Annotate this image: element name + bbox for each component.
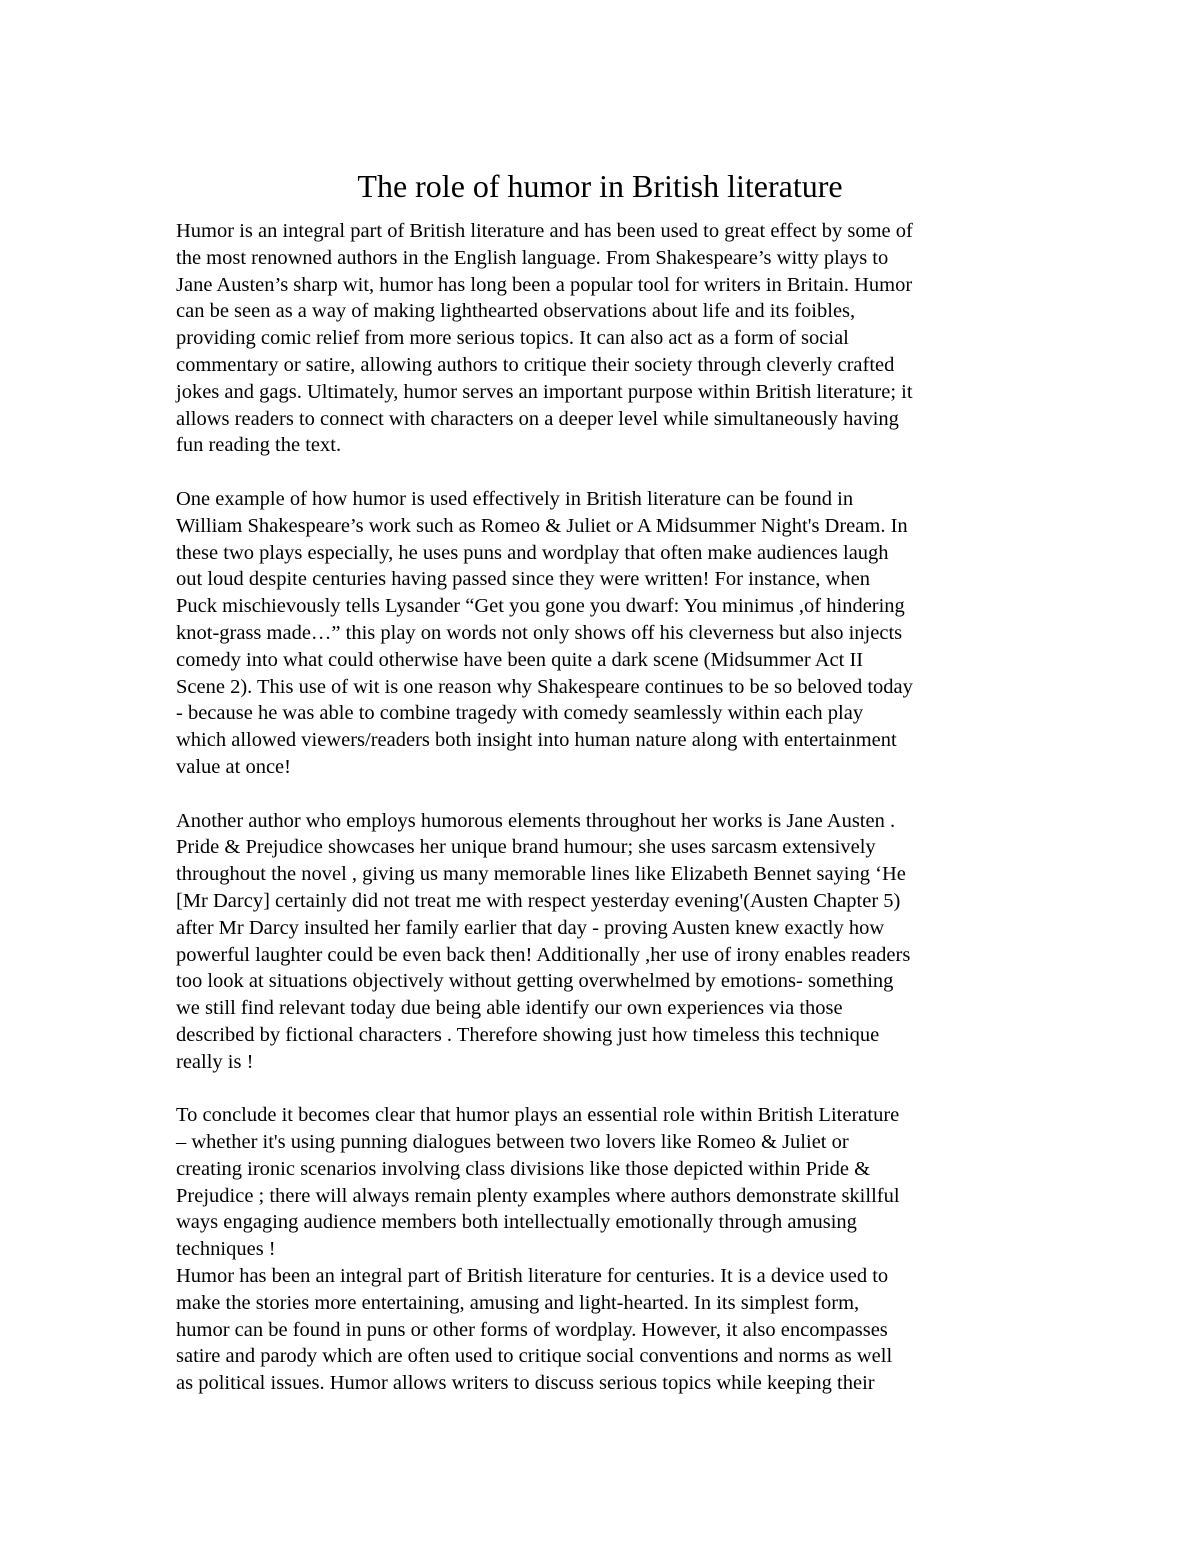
document-body [176, 218, 1036, 1397]
text-line: too look at situations objectively without getting overwhelmed by emotions- something [176, 970, 894, 993]
text-line: make the stories more entertaining, amusing and light-hearted. In its simplest form, [176, 1291, 860, 1314]
document-title: The role of humor in British literature [357, 168, 843, 204]
text-line: powerful laughter could be even back then! Additionally ,her use of irony enables readers [176, 943, 911, 966]
text-line: really is ! [176, 1050, 254, 1073]
text-line: Scene 2). This use of wit is one reason why Shakespeare continues to be so beloved today [176, 675, 913, 698]
text-line: as political issues. Humor allows writers to discuss serious topics while keeping their [176, 1372, 875, 1395]
body-paragraph [176, 808, 1036, 1076]
text-line: providing comic relief from more serious topics. It can also act as a form of social [176, 327, 849, 350]
text-line: knot-grass made…” this play on words not only shows off his cleverness but also injects [176, 621, 903, 644]
text-line: comedy into what could otherwise have been quite a dark scene (Midsummer Act II [176, 648, 864, 671]
text-line: Jane Austen’s sharp wit, humor has long been a popular tool for writers in Britain. Humor [176, 273, 913, 296]
text-line: Another author who employs humorous elements throughout her works is Jane Austen . [176, 809, 896, 832]
text-line: techniques ! [176, 1238, 276, 1261]
text-line: value at once! [176, 755, 291, 778]
text-line: One example of how humor is used effectively in British literature can be found in [176, 487, 854, 510]
text-line: can be seen as a way of making lighthearted observations about life and its foibles, [176, 300, 856, 323]
body-paragraph [176, 1102, 1036, 1397]
text-line: – whether it's using punning dialogues between two lovers like Romeo & Juliet or [176, 1131, 849, 1154]
text-line: after Mr Darcy insulted her family earlier that day - proving Austen knew exactly how [176, 916, 885, 939]
text-line: out loud despite centuries having passed since they were written! For instance, when [176, 568, 870, 591]
text-line: allows readers to connect with characters on a deeper level while simultaneously having [176, 407, 899, 430]
text-line: we still find relevant today due being able identify our own experiences via those [176, 997, 843, 1020]
text-line: Pride & Prejudice showcases her unique brand humour; she uses sarcasm extensively [176, 836, 876, 859]
text-line: these two plays especially, he uses puns and wordplay that often make audiences laugh [176, 541, 889, 564]
body-paragraph [176, 218, 1036, 459]
text-line: jokes and gags. Ultimately, humor serves an important purpose within British literature; it [176, 380, 913, 403]
text-line: commentary or satire, allowing authors to critique their society through cleverly crafted [176, 353, 895, 376]
paragraph-spacer [176, 1076, 1036, 1103]
text-line: fun reading the text. [176, 434, 342, 457]
text-line: satire and parody which are often used to critique social conventions and norms as well [176, 1345, 893, 1368]
paragraph-spacer [176, 781, 1036, 808]
text-line: To conclude it becomes clear that humor plays an essential role within British Literature [176, 1104, 900, 1127]
text-line: Humor is an integral part of British literature and has been used to great effect by some of [176, 220, 913, 242]
text-line: creating ironic scenarios involving class divisions like those depicted within Pride & [176, 1157, 871, 1180]
text-line: the most renowned authors in the English language. From Shakespeare’s witty plays to [176, 246, 889, 269]
text-line: Humor has been an integral part of British literature for centuries. It is a device used to [176, 1265, 889, 1288]
text-line: [Mr Darcy] certainly did not treat me with respect yesterday evening'(Austen Chapter 5) [176, 889, 901, 912]
text-line: described by fictional characters . Therefore showing just how timeless this technique [176, 1023, 880, 1046]
text-line: - because he was able to combine tragedy with comedy seamlessly within each play [176, 702, 864, 725]
text-line: ways engaging audience members both intellectually emotionally through amusing [176, 1211, 857, 1234]
text-line: which allowed viewers/readers both insight into human nature along with entertainment [176, 729, 897, 752]
text-line: Prejudice ; there will always remain plenty examples where authors demonstrate skillful [176, 1184, 900, 1207]
text-line: Puck mischievously tells Lysander “Get you gone you dwarf: You minimus ,of hindering [176, 595, 905, 618]
paragraph-spacer [176, 459, 1036, 486]
text-line: William Shakespeare’s work such as Romeo & Juliet or A Midsummer Night's Dream. In [176, 514, 908, 537]
text-line: humor can be found in puns or other forms of wordplay. However, it also encompasses [176, 1318, 888, 1341]
body-paragraph [176, 486, 1036, 781]
text-line: throughout the novel , giving us many memorable lines like Elizabeth Bennet saying ‘He [176, 863, 906, 886]
